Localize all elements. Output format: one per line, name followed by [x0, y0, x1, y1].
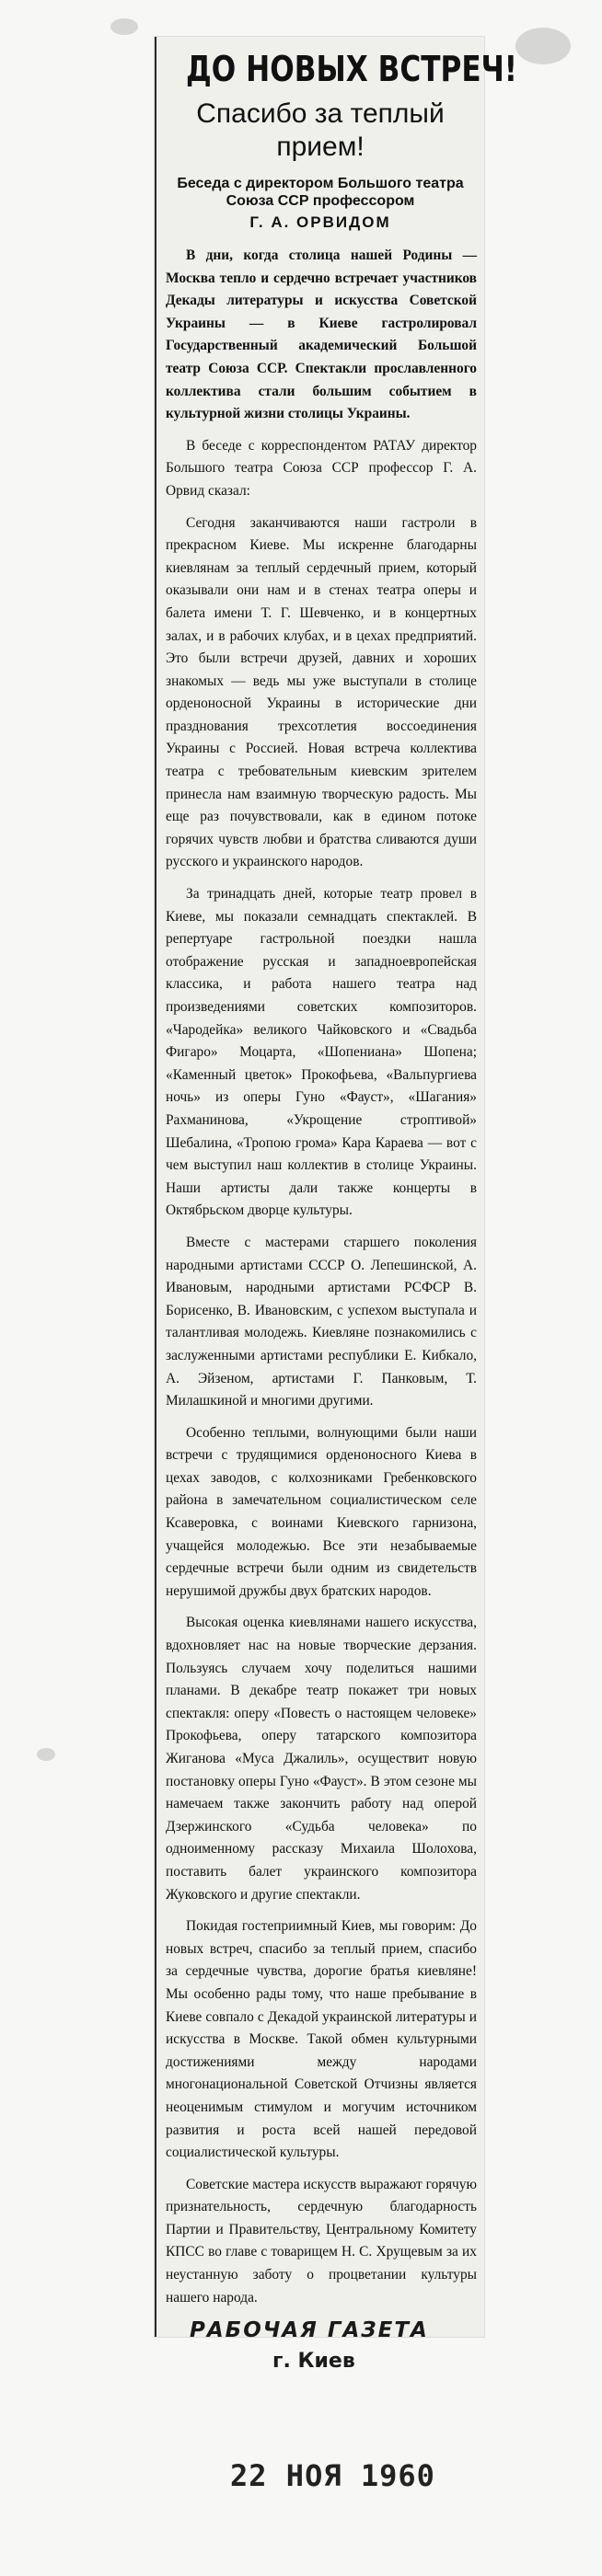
date-stamp: 22 НОЯ 1960: [230, 2458, 435, 2493]
article-body: [156, 245, 484, 2337]
paragraph: Высокая оценка киевлянами нашего искусства, вдохновляет нас на новые творческие дерзания. Пользуясь случаем хочу поделиться нашими планами. В декабре театр покажет три новых спектакля: оперу «Повесть о настоящем человеке» Прокофьева, оперу татарского композитора Жиганова «Муса Джалиль», осуществит новую постановку оперы Гуно «Фауст». В этом сезоне мы намечаем также закончить работу над оперой Дзержинского «Судьба человека» по одноименному рассказу Михаила Шолохова, поставить балет украинского композитора Жуковского и другие спектакли.: [166, 1615, 477, 1903]
paper-speck: [515, 28, 571, 64]
paragraph: Советские мастера искусств выражают горячую признательность, сердечную благодарность Партии и Правительству, Центральному Комитету КПСС во главе с товарищем Н. С. Хрущевым за их неустанную заботу о процветании культуры нашего народа.: [166, 2176, 477, 2306]
intro-line: Беседа с директором Большого театра Союза ССР профессором: [177, 176, 464, 209]
paper-speck: [37, 1748, 55, 1761]
subheadline: Спасибо за теплый прием!: [196, 98, 445, 162]
author-name: Г. А. ОРВИДОМ: [249, 213, 391, 231]
paragraph: За тринадцать дней, которые театр провел в Киеве, мы показали семнадцать спектаклей. В репертуаре гастрольной поездки нашла отображение русская и западноевропейская классика, и работа нашего театра над произведениями советских композиторов. «Чародейка» великого Чайковского и «Свадьба Фигаро» Моцарта, «Шопениана» Шопена; «Каменный цветок» Прокофьева, «Вальпургиева ночь» из оперы Гуно «Фауст», «Шагания» Рахманинова, «Укрощение строптивой» Шебалина, «Тропою грома» Кара Караева — вот с чем выступил наш коллектив в столице Украины. Наши артисты дали также концерты в Октябрьском дворце культуры.: [166, 886, 477, 1219]
headline: ДО НОВЫХ ВСТРЕЧ!: [186, 49, 517, 89]
stamp-city: г. Киев: [272, 2350, 355, 2373]
paper-speck: [110, 18, 138, 35]
paragraph: Вместе с мастерами старшего поколения народными артистами СССР О. Лепешинской, А. Ивановым, народными артистами РСФСР В. Борисенко, В. Ивановским, с успехом выступала и талантливая молодежь. Киевляне познакомились с заслуженными артистами республики Е. Кибкало, А. Эйзеном, артистами Г. Панковым, Т. Милашкиной и многими другими.: [166, 1234, 477, 1409]
paragraph: Покидая гостеприимный Киев, мы говорим: До новых встреч, спасибо за теплый прием, спасибо за сердечные чувства, дорогие братья киевляне! Мы особенно рады тому, что наше пребывание в Киеве совпало с Декадой украинской литературы и искусства в Москве. Такой обмен культурными достижениями между народами многонациональной Советской Отчизны является неоценимым стимулом и могучим источником развития и роста всей нашей передовой социалистической культуры.: [166, 1918, 477, 2161]
paragraph: В беседе с корреспондентом РАТАУ директор Большого театра Союза ССР профессор Г. А. Орвид сказал:: [166, 437, 477, 499]
newspaper-clipping: [155, 37, 517, 2337]
paragraph: Особенно теплыми, волнующими были наши встречи с трудящимися орденоносного Киева в цехах заводов, с колхозниками Гребенковского района в замечательном социалистическом селе Ксаверовка, с воинами Киевского гарнизона, учащейся молодежью. Все эти незабываемые сердечные встречи были одним из свидетельств нерушимой дружбы двух братских народов.: [166, 1424, 477, 1599]
paragraph: Сегодня заканчиваются наши гастроли в прекрасном Киеве. Мы искренне благодарны киевлянам за теплый сердечный прием, который оказывали они нам и в стенах театра оперы и балета имени Т. Г. Шевченко, и в концертных залах, и в рабочих клубах, и в цехах предприятий. Это были встречи друзей, давних и хороших знакомых — ведь мы уже выступали в столице орденоносной Украины в исторические дни празднования трехсотлетия воссоединения Украины с Россией. Новая встреча коллектива театра с требовательным киевским зрителем принесла нам взаимную творческую радость. Мы еще раз почувствовали, как в едином потоке горячих чувств любви и братства сливаются души русского и украинского народов.: [166, 514, 477, 870]
newspaper-stamp: [180, 2318, 457, 2373]
paragraph: В дни, когда столица нашей Родины — Москва тепло и сердечно встречает участников Декады литературы и искусства Советской Украины — в Киеве гастролировал Государственный академический Большой театр Союза ССР. Спектакли прославленного коллектива стали большим событием в культурной жизни столицы Украины.: [166, 247, 477, 422]
stamp-newspaper-name: РАБОЧАЯ ГАЗЕТА: [190, 2318, 429, 2342]
